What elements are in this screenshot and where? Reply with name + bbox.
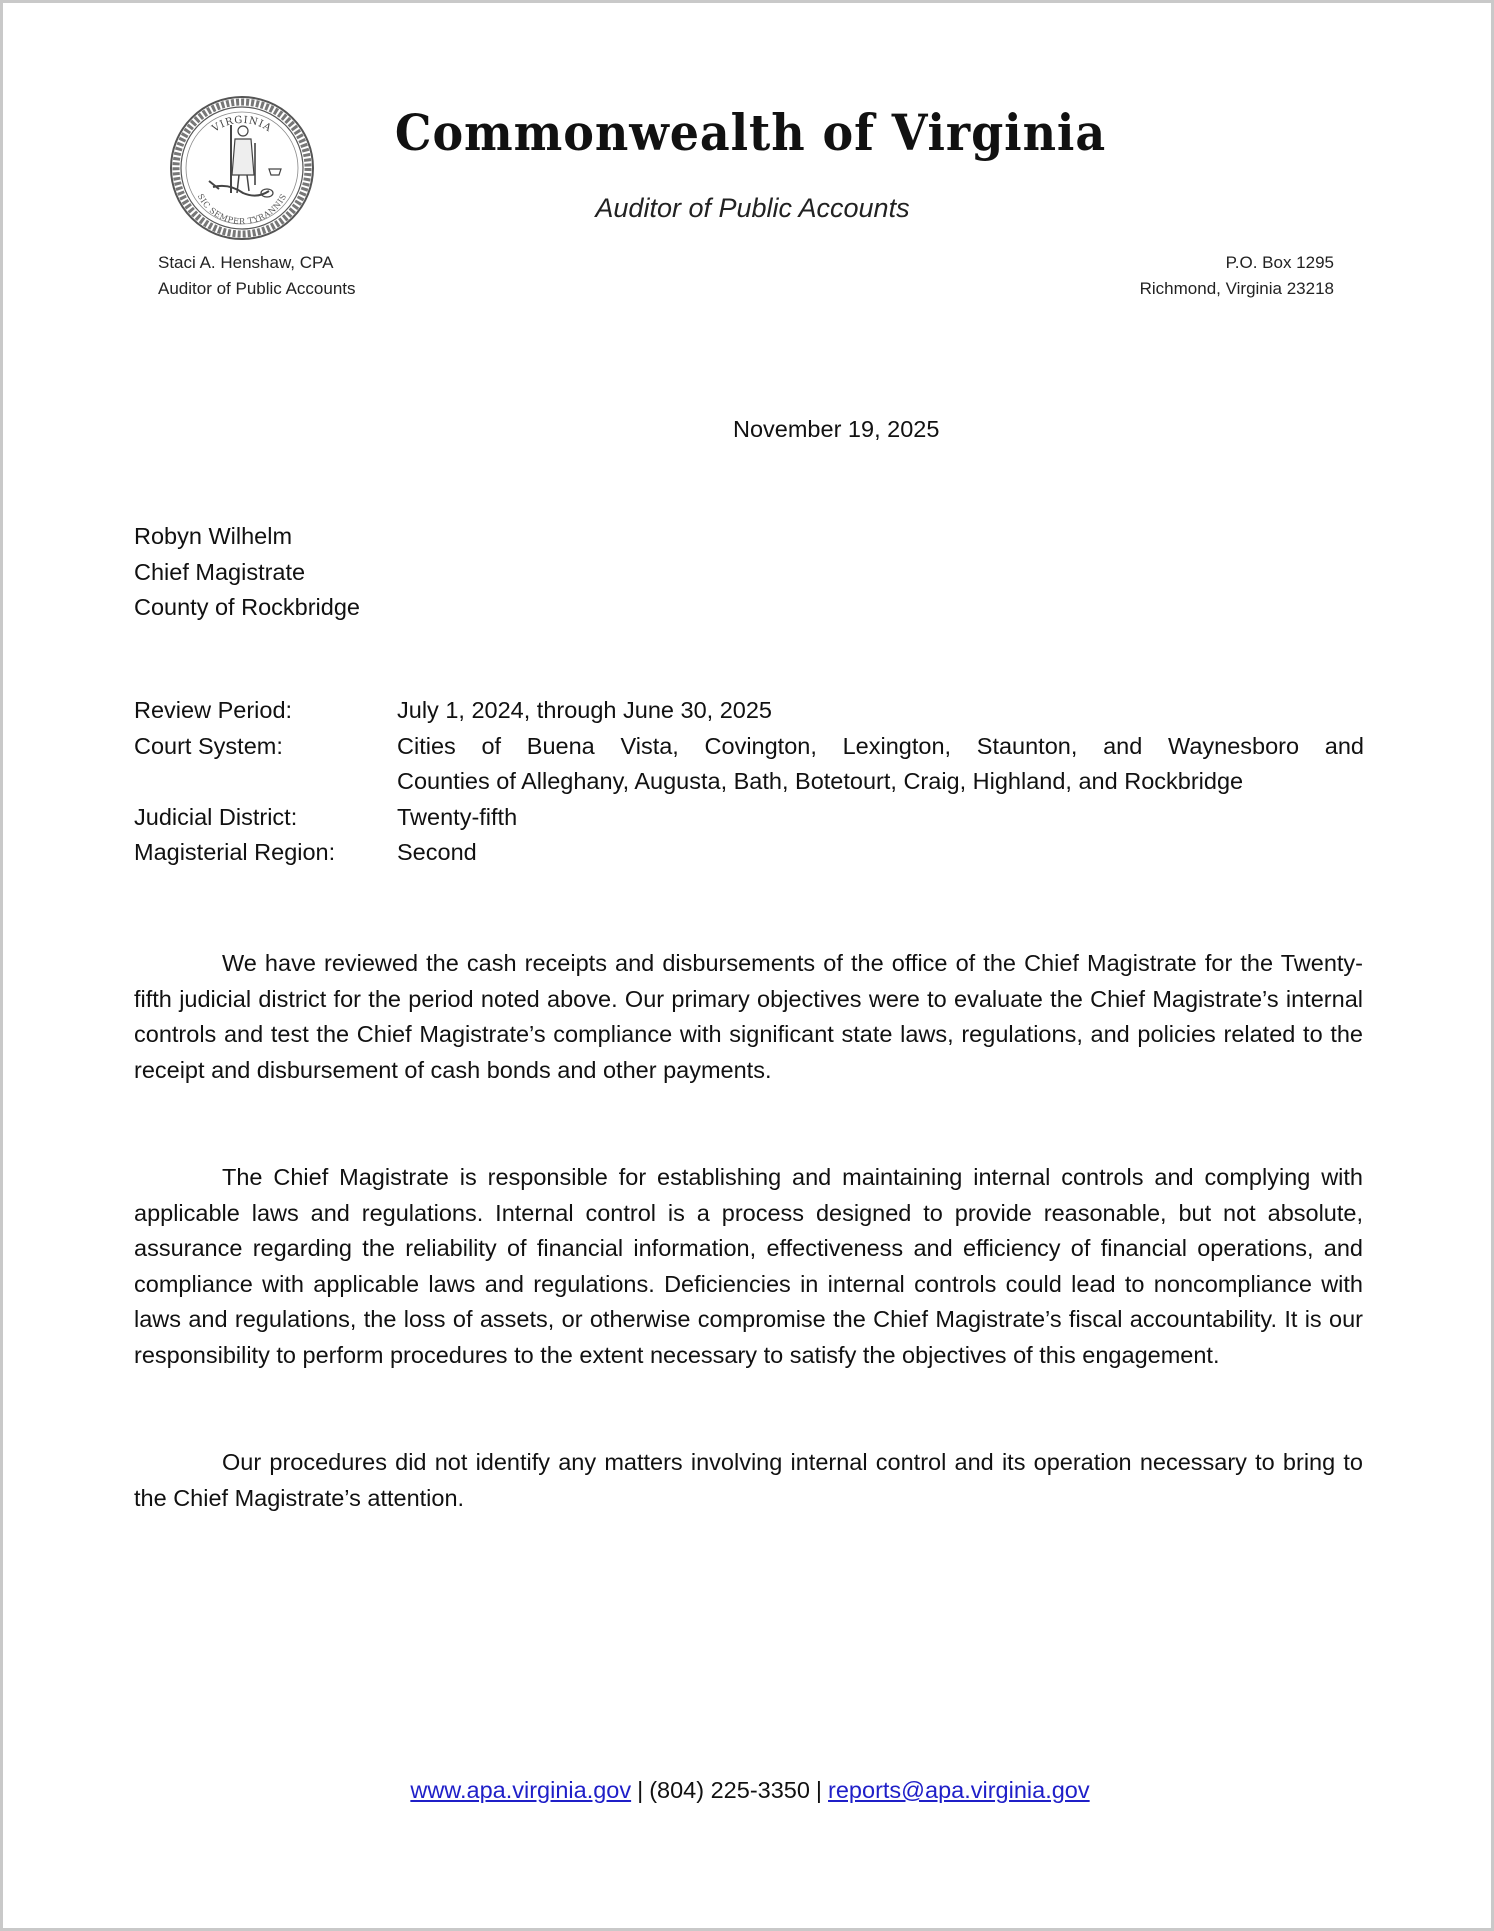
body-paragraph-2 xyxy=(134,1160,1363,1374)
letter-footer xyxy=(3,1777,1494,1804)
info-label-empty xyxy=(134,764,397,800)
website-link[interactable]: www.apa.virginia.gov xyxy=(410,1777,632,1803)
info-row-magisterial-region xyxy=(134,835,1364,871)
info-label: Judicial District: xyxy=(134,803,298,830)
recipient-organization: County of Rockbridge xyxy=(134,594,360,621)
city-state-zip: Richmond, Virginia 23218 xyxy=(1139,279,1334,298)
separator: | xyxy=(637,1777,644,1803)
svg-text:SIC SEMPER TYRANNIS: SIC SEMPER TYRANNIS xyxy=(195,192,289,227)
review-info-block xyxy=(134,693,1364,871)
letterhead-subtitle: Auditor of Public Accounts xyxy=(595,193,910,223)
paragraph-text: We have reviewed the cash receipts and disbursements of the office of the Chief Magistrate for the Twenty-fifth judicial district for the period noted above. Our primary objectives were to evaluate the Chief Magistrate’s internal controls and test the Chief Magistrate’s compliance with significant state laws, regulations, and policies related to the receipt and disbursement of cash bonds and other payments. xyxy=(134,950,1363,1083)
info-label: Review Period: xyxy=(134,697,293,723)
body-paragraph-3 xyxy=(134,1445,1363,1516)
body-paragraph-1 xyxy=(134,946,1363,1088)
info-row-judicial-district xyxy=(134,800,1364,836)
info-label: Magisterial Region: xyxy=(134,839,336,866)
letterhead-title: Commonwealth of Virginia xyxy=(394,103,1106,162)
letter-page xyxy=(3,3,1491,1928)
info-value: Cities of Buena Vista, Covington, Lexington, Staunton, and Waynesboro and xyxy=(397,732,1364,759)
auditor-name-block xyxy=(158,250,356,302)
info-value: Second xyxy=(397,839,477,866)
separator: | xyxy=(815,1777,823,1803)
info-row-review-period xyxy=(134,693,1364,729)
paragraph-text: The Chief Magistrate is responsible for establishing and maintaining internal controls and complying with applicable laws and regulations. Internal control is a process designed to provide reasonable, but not absolute, assurance regarding the reliability of financial information, effectiveness and efficiency of financial operations, and compliance with applicable laws and regulations. Deficiencies in internal controls could lead to noncompliance with laws and regulations, the loss of assets, or otherwise compromise the Chief Magistrate’s fiscal accountability. It is our responsibility to perform procedures to the extent necessary to satisfy the objectives of this engagement. xyxy=(134,1164,1363,1368)
letter-date: November 19, 2025 xyxy=(733,416,940,442)
po-box: P.O. Box 1295 xyxy=(1225,253,1334,272)
info-row-court-system xyxy=(134,729,1364,765)
auditor-name: Staci A. Henshaw, CPA xyxy=(158,253,334,272)
info-row-court-system-cont xyxy=(134,764,1364,800)
info-value: Twenty-fifth xyxy=(397,803,518,830)
recipient-title: Chief Magistrate xyxy=(134,558,306,585)
recipient-address xyxy=(134,519,360,626)
mailing-address-block xyxy=(1140,250,1334,302)
email-link[interactable]: reports@apa.virginia.gov xyxy=(828,1777,1090,1803)
recipient-name: Robyn Wilhelm xyxy=(134,523,293,549)
paragraph-text: Our procedures did not identify any matters involving internal control and its operation necessary to bring to the Chief Magistrate’s attention. xyxy=(134,1449,1363,1511)
info-value: Counties of Alleghany, Augusta, Bath, Botetourt, Craig, Highland, and Rockbridge xyxy=(397,768,1244,795)
info-value: July 1, 2024, through June 30, 2025 xyxy=(397,697,772,723)
info-label: Court System: xyxy=(134,732,283,759)
auditor-title: Auditor of Public Accounts xyxy=(158,279,356,298)
phone-number: (804) 225-3350 xyxy=(649,1777,810,1803)
svg-text:VIRGINIA: VIRGINIA xyxy=(210,114,274,135)
